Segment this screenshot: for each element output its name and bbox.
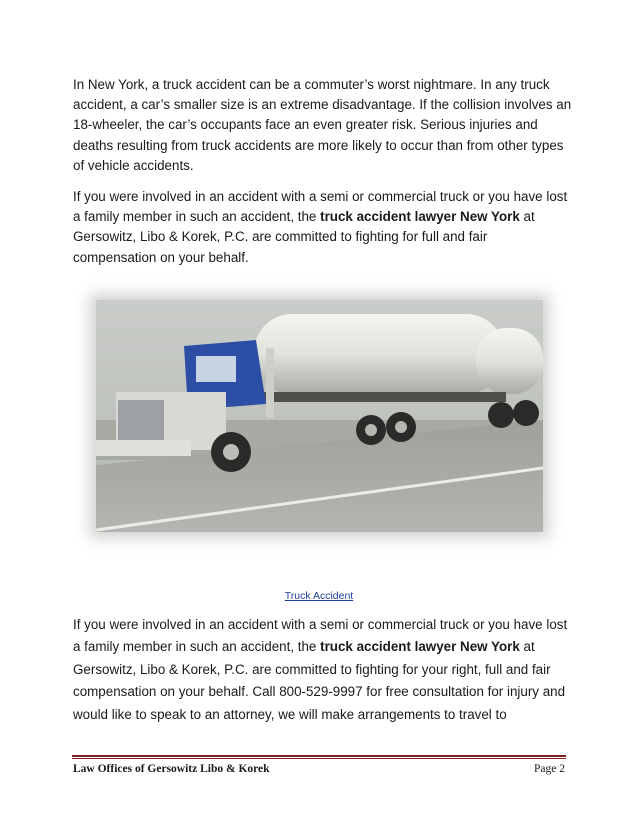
footer-page-number: Page 2: [534, 763, 565, 775]
paragraph-contact-text-1: If you were involved in an accident with a semi or commercial truck or you have lost a family member in such an accident, the: [73, 617, 568, 655]
paragraph-lawyer: [73, 187, 573, 268]
paragraph-contact-keyword: truck accident lawyer New York: [320, 639, 520, 655]
paragraph-contact: [73, 614, 573, 726]
image-caption-link[interactable]: Truck Accident: [284, 590, 354, 602]
paragraph-lawyer-text-2: at Gersowitz, Libo & Korek, P.C. are committed to fighting for full and fair compensation on your behalf.: [73, 209, 535, 265]
footer-firm-name: Law Offices of Gersowitz Libo & Korek: [73, 763, 270, 775]
paragraph-lawyer-keyword: truck accident lawyer New York: [320, 209, 520, 225]
footer-rule-thick: [72, 755, 566, 757]
footer-rule-thin: [72, 758, 566, 759]
paragraph-intro: In New York, a truck accident can be a commuter’s worst nightmare. In any truck accident, a car’s smaller size is an extreme disadvantage. If the collision involves an 18-wheeler, the car’s occupants face an even greater risk. Serious injuries and deaths resulting from truck accidents are more likely to occur than from other types of vehicle accidents.: [73, 77, 572, 173]
paragraph-lawyer-text-1: If you were involved in an accident with a semi or commercial truck or you have lost a family member in such an accident, the: [73, 189, 568, 225]
paragraph-contact-text-2: at Gersowitz, Libo & Korek, P.C. are committed to fighting for your right, full and fair compensation on your behalf. Call 800-529-9997 for free consultation for injury and would like to speak to an attorney, we will make arrangements to travel to: [73, 639, 566, 722]
truck-photo: [96, 300, 543, 532]
